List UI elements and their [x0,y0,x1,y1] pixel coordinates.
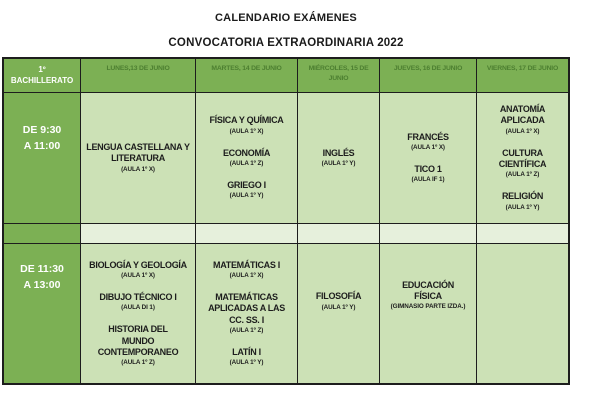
day-header-friday: VIERNES, 17 DE JUNIO [477,59,568,92]
exam-cell-tuesday-morning [196,93,297,223]
page-title: CALENDARIO EXÁMENES [215,12,357,24]
exam-cell-friday-midday-empty [477,244,568,383]
subject-name: FRANCÉS [407,131,449,142]
exam-timetable [2,57,570,385]
subject-room: (AULA 1º X) [121,165,155,173]
subject-room: (AULA 1º Z) [229,160,264,168]
subject-name: ECONOMÍA [222,147,271,158]
exam-entry [502,191,543,211]
subject-name: TICO 1 [414,164,442,174]
time-line: A 11:00 [23,140,61,152]
exam-cell-monday-morning [81,93,195,223]
exam-entry [202,292,291,335]
subject-room: (AULA 1º X) [229,127,264,135]
subject-room: (AULA 1º Z) [505,171,540,179]
exam-entry [223,148,270,168]
subject-name: LENGUA CASTELLANA Y LITERATURA [86,142,190,164]
exam-entry [388,280,468,312]
day-header-thursday: JUEVES, 16 DE JUNIO [380,59,476,92]
subject-name: INGLÉS [322,147,355,158]
subject-room: (AULA 1º X) [505,127,540,135]
subject-room: (AULA 1º Z) [229,326,264,334]
spacer-row-cell [81,224,195,243]
exam-cell-wednesday-midday [298,244,379,383]
spacer-row-cell [196,224,297,243]
subject-room: (AULA 1º Z) [121,359,155,367]
day-header-monday: LUNES,13 DE JUNIO [81,59,195,92]
exam-cell-tuesday-midday [196,244,297,383]
subject-name: HISTORIA DEL MUNDO CONTEMPORANEO [97,324,179,357]
exam-entry [412,164,445,184]
time-line: DE 11:30 [20,263,64,275]
subject-name: FILOSOFÍA [315,291,362,302]
exam-entry [213,260,280,280]
time-slot-morning [4,93,80,223]
exam-cell-friday-morning [477,93,568,223]
subject-name: GRIEGO I [227,180,266,191]
subject-room: (GIMNASIO PARTE IZDA.) [390,303,466,311]
subject-name: RELIGIÓN [501,191,544,202]
subject-room: (AULA 1º X) [121,271,155,279]
subject-name: BIOLOGÍA Y GEOLOGÍA [89,259,187,270]
subject-name: MATEMÁTICAS I [213,259,280,270]
exam-entry [230,347,264,367]
subject-name: ANATOMÍA APLICADA [499,104,546,126]
day-header-wednesday: MIÉRCOLES, 15 DE JUNIO [298,59,379,92]
subject-room: (AULA 1º X) [229,271,264,279]
exam-entry [227,180,266,200]
exam-entry [483,104,562,136]
exam-entry [209,115,283,135]
exam-cell-thursday-midday [380,244,476,383]
exam-entry [483,148,562,180]
subject-name: DIBUJO TÉCNICO I [99,292,177,303]
subject-name: EDUCACIÓN FÍSICA [402,279,454,301]
subject-room: (AULA 1º Y) [229,192,264,200]
exam-entry [93,324,183,367]
exam-entry [89,260,187,280]
subject-room: (AULA 1º Y) [321,160,356,168]
exam-cell-wednesday-morning [298,93,379,223]
subject-name: LATÍN I [232,346,261,357]
time-line: A 13:00 [23,278,61,291]
subject-room: (AULA 1º Y) [505,203,540,211]
subject-room: (AULA DI 1) [121,304,155,312]
subject-name: MATEMÁTICAS APLICADAS A LAS CC. SS. I [208,292,285,325]
subject-name: CULTURA CIENTÍFICA [498,147,547,170]
exam-entry [322,148,356,168]
day-header-tuesday: MARTES, 14 DE JUNIO [196,59,297,92]
subject-room: (AULA 1º X) [411,143,445,151]
exam-cell-monday-midday [81,244,195,383]
corner-header-bachillerato: 1º BACHILLERATO [4,59,80,92]
time-line: DE 9:30 [22,124,62,137]
page-subtitle: CONVOCATORIA EXTRAORDINARIA 2022 [168,37,404,49]
time-slot-midday [4,244,80,383]
spacer-row-cell [298,224,379,243]
subject-room: (AULA 1º Y) [229,359,264,367]
exam-entry [99,292,176,312]
spacer-row-cell [380,224,476,243]
exam-entry [407,132,448,152]
spacer-row-cell [477,224,568,243]
time-column-spacer [4,224,80,243]
subject-room: (AULA 1º Y) [321,303,356,311]
subject-name: FÍSICA Y QUÍMICA [209,115,284,126]
exam-entry [316,291,361,311]
exam-cell-thursday-morning [380,93,476,223]
exam-entry [85,142,191,174]
page-header [2,0,570,49]
subject-room: (AULA IF 1) [411,176,445,184]
